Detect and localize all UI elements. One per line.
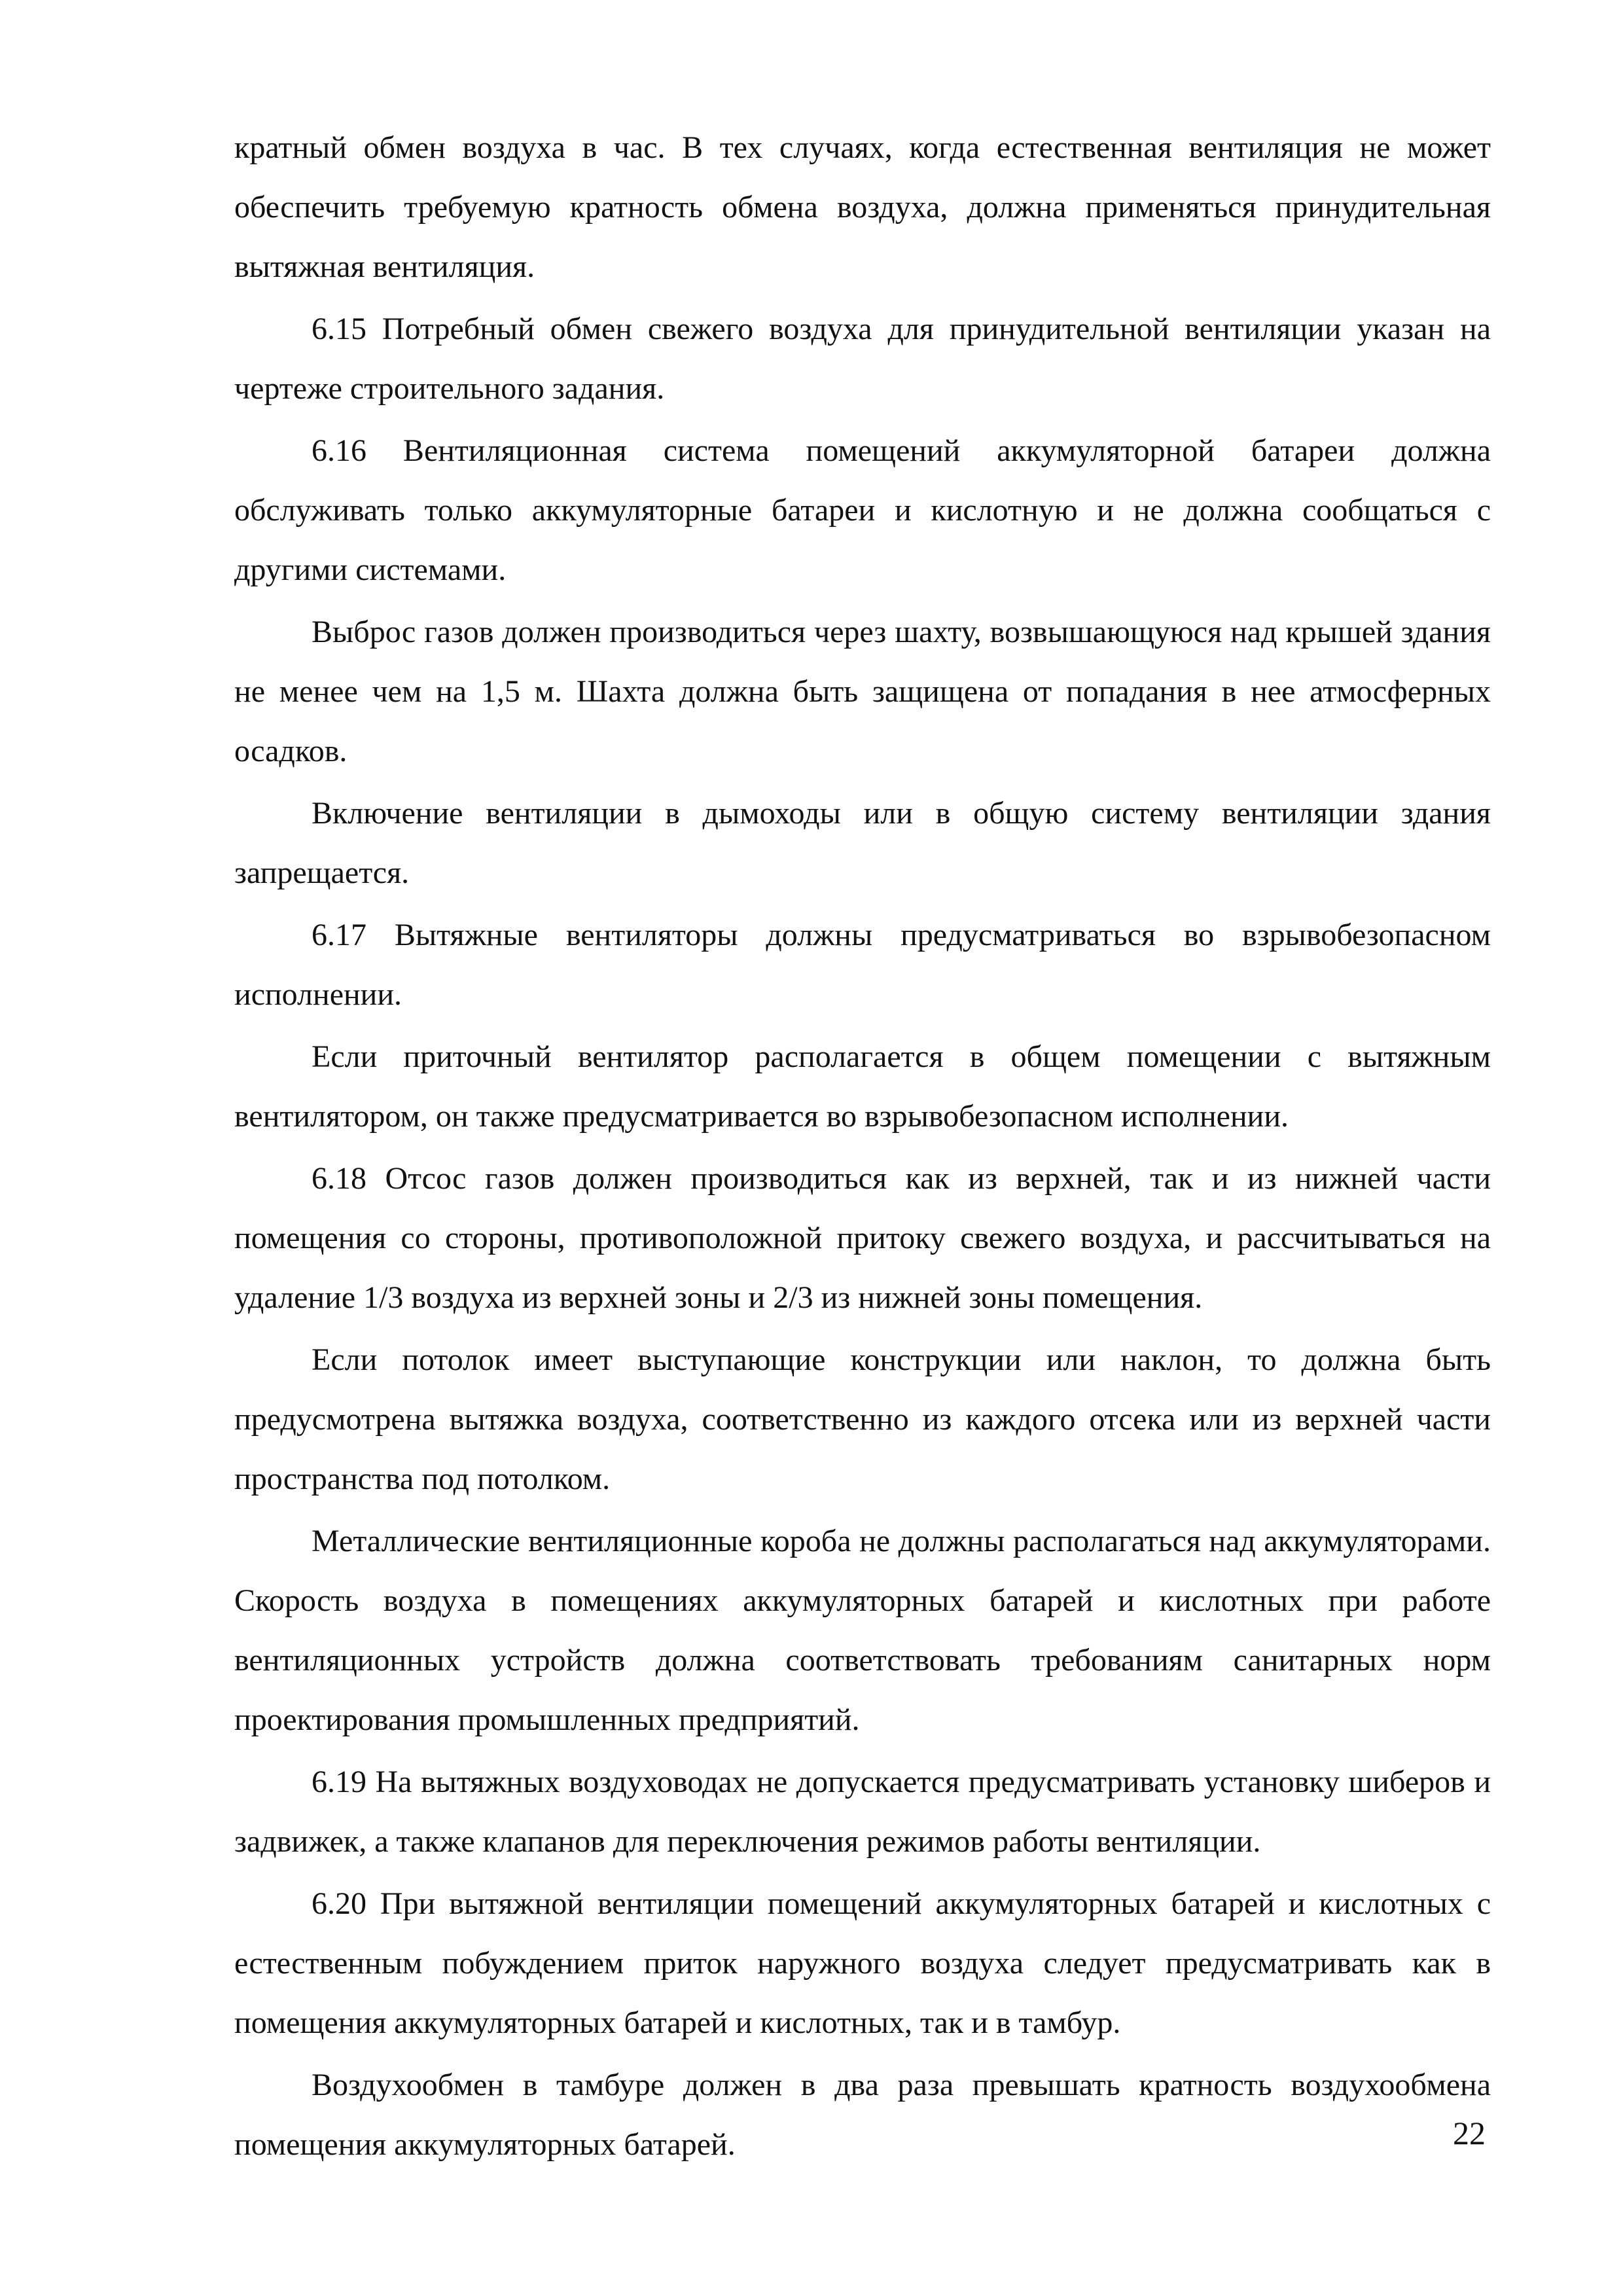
paragraph-6-17: 6.17 Вытяжные вентиляторы должны предусматриваться во взрывобезопасном исполнении. [234, 918, 1491, 1012]
paragraph-supply-fan: Если приточный вентилятор располагается в общем помещении с вытяжным вентилятором, он также предусматривается во взрывобезопасном исполнении. [234, 1039, 1491, 1134]
page-number: 22 [1453, 2115, 1486, 2151]
paragraph-6-18: 6.18 Отсос газов должен производиться как из верхней, так и из нижней части помещения со стороны, противоположной притоку свежего воздуха, и рассчитываться на удаление 1/3 воздуха из верхней зоны и 2/3 из нижней зоны помещения. [234, 1161, 1491, 1315]
paragraph-6-16: 6.16 Вентиляционная система помещений аккумуляторной батареи должна обслуживать только аккумуляторные батареи и кислотную и не должна сообщаться с другими системами. [234, 433, 1491, 587]
paragraph-ceiling: Если потолок имеет выступающие конструкции или наклон, то должна быть предусмотрена вытяжка воздуха, соответственно из каждого отсека или из верхней части пространства под потолком. [234, 1342, 1491, 1496]
paragraph-6-19: 6.19 На вытяжных воздуховодах не допускается предусматривать установку шиберов и задвижек, а также клапанов для переключения режимов работы вентиляции. [234, 1765, 1491, 1859]
paragraph-6-20: 6.20 При вытяжной вентиляции помещений аккумуляторных батарей и кислотных с естественным побуждением приток наружного воздуха следует предусматривать как в помещения аккумуляторных батарей и кислотных, так и в тамбур. [234, 1886, 1491, 2040]
paragraph-continuation: кратный обмен воздуха в час. В тех случаях, когда естественная вентиляция не может обеспечить требуемую кратность обмена воздуха, должна применяться принудительная вытяжная вентиляция. [234, 130, 1491, 284]
document-body [234, 118, 1491, 2174]
paragraph-6-15: 6.15 Потребный обмен свежего воздуха для принудительной вентиляции указан на чертеже строительного задания. [234, 312, 1491, 406]
paragraph-metal-ducts: Металлические вентиляционные короба не должны располагаться над аккумуляторами. Скорость воздуха в помещениях аккумуляторных батарей и кислотных при работе вентиляционных устройств должна соответствовать требованиям санитарных норм проектирования промышленных предприятий. [234, 1524, 1491, 1737]
paragraph-gas-exhaust: Выброс газов должен производиться через шахту, возвышающуюся над крышей здания не менее чем на 1,5 м. Шахта должна быть защищена от попадания в нее атмосферных осадков. [234, 615, 1491, 768]
paragraph-chimney-prohibition: Включение вентиляции в дымоходы или в общую систему вентиляции здания запрещается. [234, 796, 1491, 890]
paragraph-vestibule-air: Воздухообмен в тамбуре должен в два раза превышать кратность воздухообмена помещения аккумуляторных батарей. [234, 2068, 1491, 2162]
